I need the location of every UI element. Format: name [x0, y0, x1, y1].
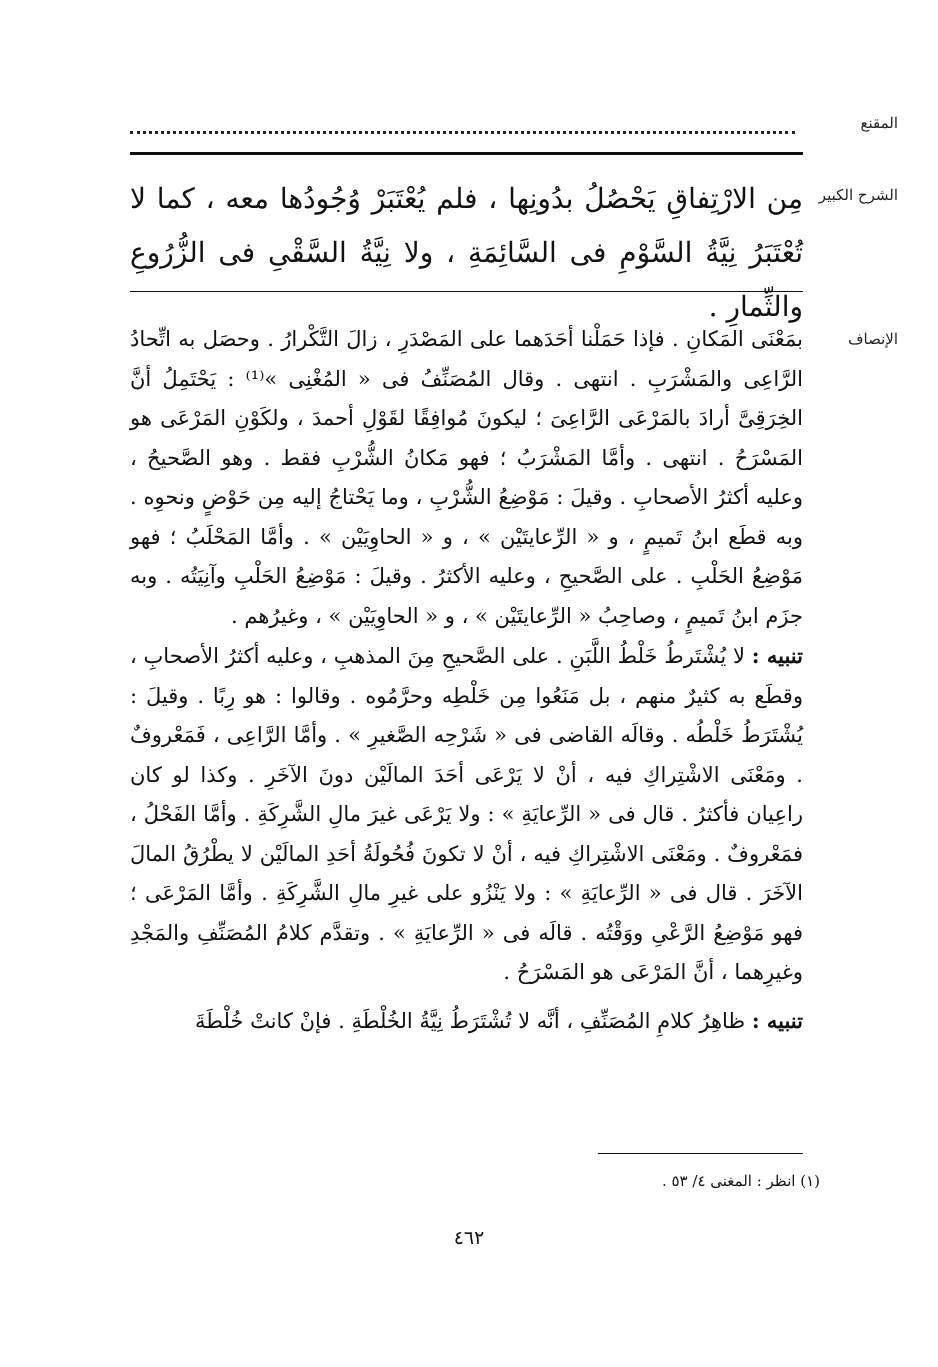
- sharh-text-block: [130, 172, 803, 334]
- tanbih-body: ظاهِرُ كلامِ المُصَنِّفِ ، أنَّه لا تُشْتَرَطُ نِيَّةُ الخُلْطَةِ . فإنْ كانتْ خُلْطَةَ: [194, 1008, 752, 1033]
- insaf-paragraph-1: بمَعْنَى المَكانِ . فإذا حَمَلْنا أحَدَهما على المَصْدَرِ ، زالَ التَّكْرارُ . وحصَل به اتِّحادُ الرَّاعِى والمَشْرَبِ . انتهى . وقال المُصَنِّفُ فى « المُغْنِى »⁽¹⁾ : يَحْتَمِلُ أنَّ الخِرَقِىَّ أرادَ بالمَرْعَى الرَّاعِىَ ؛ ليكونَ مُوافِقًا لقَوْلِ أحمدَ ، ولكَوْنِ المَرْعَى هو المَسْرَحُ . انتهى . وأمَّا المَشْرَبُ ؛ فهو مَكانُ الشُّرْبِ فقط . وهو الصَّحيحُ ، وعليه أكثرُ الأصحابِ . وقيلَ : مَوْضِعُ الشُّرْبِ ، وما يَحْتاجُ إليه مِن حَوْضٍ ونحوِه . وبه قطَع ابنُ تَميمٍ ، و « الرِّعايتَيْن » ، و « الحاوِيَيْن » . وأمَّا المَحْلَبُ ؛ فهو مَوْضِعُ الحَلْبِ . على الصَّحيحِ ، وعليه الأكثرُ . وقيلَ : مَوْضِعُ الحَلْبِ وآنِيَتُه . وبه جزَم ابنُ تَميمٍ ، وصاحِبُ « الرِّعايتَيْن » ، و « الحاوِيَيْن » ، وغيرُهم .: [130, 327, 804, 628]
- margin-label-sharh: الشرح الكبير: [818, 186, 898, 204]
- insaf-tanbih-1: [130, 636, 803, 993]
- tanbih-heading: تنبيه :: [751, 1007, 803, 1033]
- tanbih-heading: تنبيه :: [751, 643, 803, 668]
- tanbih-body: لا يُشْتَرطُ خَلْطُ اللَّبَنِ . على الصَّحيحِ مِنَ المذهبِ ، وعليه أكثرُ الأصحابِ ، وقطَع به كثيرٌ منهم ، بل مَنَعُوا مِن خَلْطِه وحرَّمُوه . وقالوا : هو رِبًا . وقيلَ : يُشْتَرَطُ خَلْطُه . وقالَه القاضى فى « شَرْحِه الصَّغيرِ » . وأمَّا الرَّاعِى ، فَمَعْروفٌ . ومَعْنَى الاشْتِراكِ فيه ، أنْ لا يَرْعَى أحَدَ المالَيْن دونَ الآخَرِ . وكذا لو كان راعِيان فأكثرُ . قال فى « الرِّعايَةِ » : ولا يَرْعَى غيرَ مالِ الشَّرِكَةِ . وأمَّا الفَحْلُ ، فمَعْروفٌ . ومَعْنَى الاشْتِراكِ فيه ، أنْ لا تكونَ فُحُولَةُ أحَدِ المالَيْن لا يطْرُقُ المالَ الآخَرَ . قال فى « الرِّعايَةِ » : ولا يَنْزُو على غيرِ مالِ الشَّرِكَةِ . وأمَّا المَرْعَى ؛ فهو مَوْضِعُ الرَّعْىِ ووَقْتُه . قالَه فى « الرِّعايَةِ » . وتقدَّم كلامُ المُصَنِّفِ والمَجْدِ وغيرِهما ، أنَّ المَرْعَى هو المَسْرَحُ .: [130, 644, 803, 984]
- footnote-rule: [598, 1153, 803, 1154]
- insaf-tanbih-2: [130, 1001, 803, 1042]
- margin-label-insaf: الإنصاف: [847, 330, 898, 348]
- dotted-separator: [130, 131, 795, 134]
- sharh-paragraph: مِن الارْتِفاقِ يَحْصُلُ بدُونِها ، فلم يُعْتَبَرْ وُجُودُها معه ، كما لا تُعْتَبَرُ نِيَّةُ السَّوْمِ فى السَّائِمَةِ ، ولا نِيَّةُ السَّقْىِ فى الزُّرُوعِ والثِّمارِ .: [130, 182, 803, 323]
- insaf-text-block: [130, 320, 803, 1041]
- header-label-muqni: المقنع: [860, 114, 898, 132]
- page-number: ٤٦٢: [453, 1227, 485, 1249]
- footnote: (١) انظر : المغنى ٤/ ٥٣ .: [661, 1172, 820, 1190]
- section-rule: [130, 291, 803, 292]
- header-rule: [130, 152, 803, 155]
